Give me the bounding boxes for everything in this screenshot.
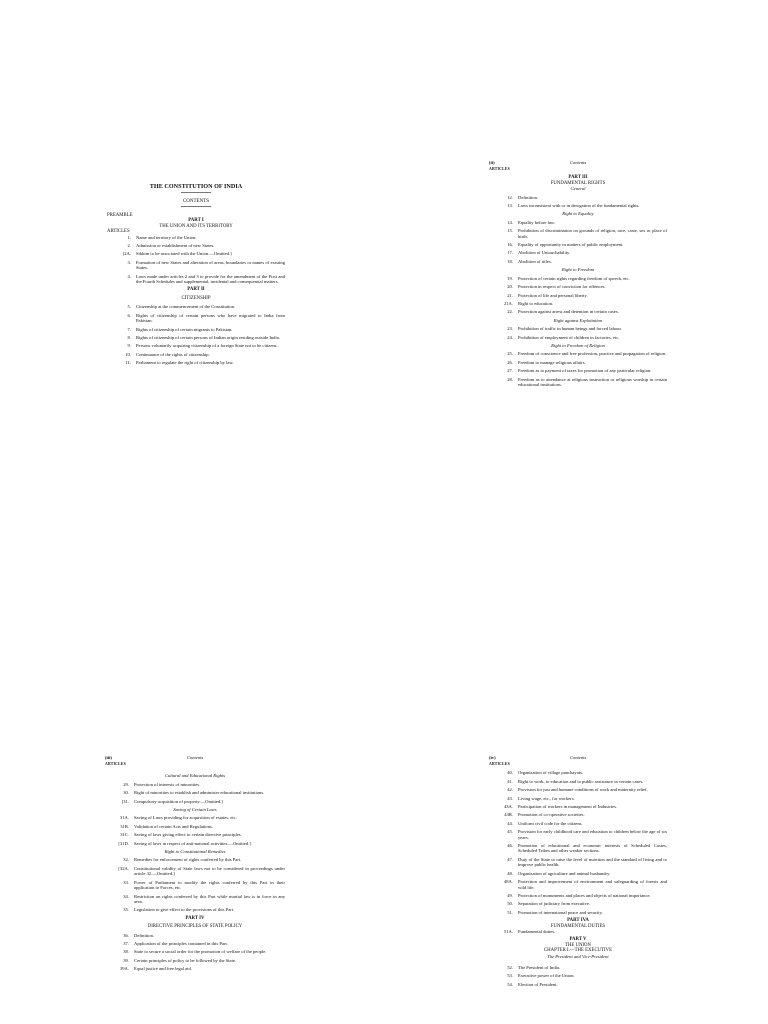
article-entry — [489, 929, 667, 934]
article-title: Protection in respect of conviction for offences. — [518, 284, 606, 290]
article-number: 15. — [507, 228, 513, 234]
article-number: 36. — [123, 932, 129, 938]
article-title: Freedom as to payment of taxes for promotion of any particular religion. — [518, 368, 652, 374]
article-number: 29. — [123, 781, 129, 787]
article-title: Application of the principles contained in this Part. — [134, 940, 228, 946]
article-number: 17. — [507, 250, 513, 256]
article-number: 42. — [507, 787, 513, 793]
article-number: 51A. — [503, 928, 513, 934]
article-entry — [489, 309, 667, 314]
article-list — [489, 965, 667, 990]
article-number: 18. — [507, 258, 513, 264]
article-title: Equality before law. — [518, 219, 556, 225]
article-title: Protection of monuments and places and objects of national importance. — [518, 892, 651, 898]
article-entry — [489, 326, 667, 331]
article-title: Prohibition of employment of children in factories, etc. — [518, 334, 620, 340]
article-number: 26. — [507, 359, 513, 365]
article-title: Participation of workers in management of Industries. — [518, 804, 618, 810]
article-title: Legislation to give effect to the provisions of this Part. — [134, 907, 235, 913]
article-entry — [489, 796, 667, 801]
contents-divider — [181, 206, 211, 207]
article-number: 44. — [507, 820, 513, 826]
article-entry — [105, 815, 285, 820]
article-number: 43. — [507, 795, 513, 801]
page-header — [489, 160, 667, 167]
article-entry — [489, 220, 667, 225]
article-number: 51. — [507, 909, 513, 915]
article-number: 13. — [507, 203, 513, 209]
article-entry — [105, 799, 285, 804]
part-title: FUNDAMENTAL RIGHTS — [550, 180, 606, 186]
article-title: Definition. — [518, 194, 539, 200]
article-entry — [489, 259, 667, 264]
article-entry — [107, 360, 285, 365]
article-entry — [489, 901, 667, 906]
article-title: Protection of certain rights regarding freedom of speech, etc. — [518, 275, 630, 281]
part-title: CITIZENSHIP — [181, 295, 211, 301]
article-title: Uniform civil code for the citizens. — [518, 820, 583, 826]
article-number: 53. — [507, 973, 513, 979]
article-entry — [105, 958, 285, 963]
article-title: Equality of opportunity in matters of public employment. — [518, 242, 624, 248]
article-entry — [105, 782, 285, 787]
article-entry — [489, 982, 667, 987]
article-title: Constitutional validity of State laws not to be considered in proceedings under article 32.—Omitted.] — [134, 865, 285, 877]
part-heading: PART IV — [185, 915, 205, 921]
section-subheading: Cultural and Educational Rights — [164, 773, 226, 779]
article-title: Rights of citizenship of certain persons of Indian origin residing outside India. — [136, 334, 280, 340]
article-title: Protection and improvement of environment and safeguarding of forests and wild life. — [518, 879, 667, 890]
article-entry — [489, 804, 667, 809]
article-number: 11. — [125, 360, 131, 366]
article-number: 3. — [127, 259, 131, 265]
preamble-label: PREAMBLE — [107, 213, 133, 218]
article-list — [105, 815, 285, 849]
article-number: 27. — [507, 368, 513, 374]
article-entry — [489, 965, 667, 970]
article-title: Organisation of village panchayats. — [518, 770, 583, 776]
article-title: Laws inconsistent with or in derogation of the fundamental rights. — [518, 203, 640, 209]
article-number: 7. — [127, 326, 131, 332]
article-title: Prohibition of discrimination on grounds of religion, race, caste, sex or place of birth. — [518, 228, 667, 239]
article-entry — [107, 343, 285, 348]
article-entry — [489, 284, 667, 289]
article-title: Protection of interests of minorities. — [134, 781, 201, 787]
article-title: Rights of citizenship of certain migrants to Pakistan. — [136, 326, 233, 332]
article-entry — [489, 276, 667, 281]
article-entry — [489, 203, 667, 208]
articles-label: ARTICLES — [489, 762, 510, 766]
article-title: Prohibition of traffic in human beings and forced labour. — [518, 326, 622, 332]
title-divider — [181, 192, 211, 193]
article-title: Promotion of co-operative societies. — [518, 812, 585, 818]
article-title: Provision for early childhood care and education to children below the age of six years. — [518, 829, 667, 840]
article-number: 14. — [507, 219, 513, 225]
article-title: Remedies for enforcement of rights conferred by this Part. — [134, 857, 242, 863]
article-number: 20. — [507, 284, 513, 290]
section-subheading: Right to Equality — [562, 211, 594, 217]
article-number: 9. — [127, 343, 131, 349]
article-number: 32. — [123, 857, 129, 863]
article-number: [32A. — [118, 865, 129, 871]
article-entry — [107, 274, 285, 285]
article-list — [489, 220, 667, 267]
article-title: Freedom as to attendance at religious instruction or religious worship in certain educational institutions. — [518, 376, 667, 387]
page-number: (ii) — [489, 160, 495, 165]
article-number: 41. — [507, 778, 513, 784]
article-number: 31B. — [120, 823, 129, 829]
article-list — [489, 195, 667, 212]
running-head: Contents — [186, 755, 204, 760]
article-number: 37. — [123, 940, 129, 946]
article-entry — [489, 293, 667, 298]
article-title: Duty of the State to raise the level of nutrition and the standard of living and to improve public health. — [518, 856, 667, 868]
article-number: 35. — [123, 907, 129, 913]
article-entry — [489, 360, 667, 365]
article-list — [105, 857, 285, 915]
article-entry — [107, 335, 285, 340]
article-title: Saving of laws in respect of anti-national activities.—Omitted.] — [134, 840, 251, 846]
article-number: 5. — [127, 304, 131, 310]
article-title: Abolition of titles. — [518, 258, 552, 264]
article-number: [31. — [121, 798, 129, 804]
article-title: Freedom to manage religious affairs. — [518, 359, 586, 365]
article-entry — [107, 313, 285, 324]
section-subheading: Right against Exploitation — [553, 317, 603, 323]
article-number: 23. — [507, 326, 513, 332]
chapter-title: CHAPTER I.—THE EXECUTIVE — [543, 948, 613, 954]
article-entry — [105, 824, 285, 829]
article-number: 16. — [507, 242, 513, 248]
article-title: The President of India. — [518, 964, 561, 970]
running-head: Contents — [569, 160, 587, 165]
article-number: 46. — [507, 843, 513, 849]
article-entry — [107, 235, 285, 240]
page-header — [489, 755, 667, 762]
article-entry — [107, 243, 285, 248]
article-entry — [105, 966, 285, 971]
article-list — [489, 929, 667, 937]
article-entry — [489, 228, 667, 239]
page-header — [105, 755, 285, 762]
article-entry — [105, 832, 285, 837]
article-number: 33. — [123, 879, 129, 885]
article-title: Organisation of agriculture and animal husbandry. — [518, 870, 611, 876]
article-number: 47. — [507, 856, 513, 862]
contents-page-1 — [107, 183, 285, 369]
article-entry — [105, 949, 285, 954]
section-subheading: Right to Freedom — [561, 267, 595, 273]
article-number: 43B. — [504, 812, 513, 818]
article-entry — [105, 941, 285, 946]
article-number: 19. — [507, 275, 513, 281]
article-title: Right to education. — [518, 300, 554, 306]
article-entry — [105, 907, 285, 912]
contents-heading: CONTENTS — [182, 199, 210, 204]
article-entry — [105, 841, 285, 846]
article-title: Admission or establishment of new States. — [136, 243, 215, 249]
article-entry — [489, 301, 667, 306]
article-number: 2. — [127, 243, 131, 249]
article-title: Compulsory acquisition of property.—Omitted.] — [134, 798, 223, 804]
article-number: 12. — [507, 194, 513, 200]
article-entry — [105, 933, 285, 938]
article-number: 54. — [507, 981, 513, 987]
article-entry — [489, 829, 667, 840]
article-title: Saving of Laws providing for acquisition of estates, etc. — [134, 815, 237, 821]
article-title: Promotion of educational and economic interests of Scheduled Castes, Scheduled Tribes and other weaker sections. — [518, 843, 667, 854]
article-title: Right of minorities to establish and administer educational institutions. — [134, 790, 265, 796]
part-heading: PART IVA — [567, 918, 589, 924]
article-number: 22. — [507, 309, 513, 315]
article-number: 34. — [123, 893, 129, 899]
article-list — [105, 782, 285, 807]
article-title: Executive power of the Union. — [518, 973, 575, 979]
article-number: 30. — [123, 790, 129, 796]
article-entry — [107, 352, 285, 357]
article-number: 6. — [127, 312, 131, 318]
article-title: Separation of judiciary from executive. — [518, 901, 591, 907]
article-title: Living wage, etc., for workers. — [518, 795, 575, 801]
article-entry — [489, 250, 667, 255]
article-entry — [489, 351, 667, 356]
article-title: Sikkim to be associated with the Union.—Omitted.] — [136, 251, 232, 257]
article-title: Freedom of conscience and free profession, practice and propagation of religion. — [518, 351, 667, 357]
article-title: Election of President. — [518, 981, 558, 987]
article-entry — [489, 910, 667, 915]
part-title: THE UNION — [565, 942, 591, 948]
article-title: Right to work, to education and to public assistance in certain cases. — [518, 778, 644, 784]
article-title: Validation of certain Acts and Regulations. — [134, 823, 213, 829]
article-list — [489, 326, 667, 343]
section-subheading: Saving of Certain Laws — [173, 807, 217, 813]
article-number: 49. — [507, 892, 513, 898]
article-number: 52. — [507, 964, 513, 970]
article-title: Certain principles of policy to be followed by the State. — [134, 957, 237, 963]
article-entry — [105, 790, 285, 795]
page-number: (iii) — [105, 755, 112, 760]
article-title: Power of Parliament to modify the rights conferred by this Part in their application to Forces, etc. — [134, 879, 285, 891]
article-title: Name and territory of the Union. — [136, 234, 197, 240]
article-title: Persons voluntarily acquiring citizenship of a foreign State not to be citizens. — [136, 343, 278, 349]
part-heading: PART V — [569, 937, 587, 943]
article-number: 45. — [507, 829, 513, 835]
article-title: Parliament to regulate the right of citizenship by law. — [136, 360, 234, 366]
article-title: Continuance of the rights of citizenship. — [136, 351, 210, 357]
article-number: 31C. — [120, 832, 129, 838]
article-entry — [489, 377, 667, 388]
article-title: Citizenship at the commencement of the Constitution. — [136, 304, 236, 310]
part-heading: PART III — [568, 175, 588, 181]
article-list — [107, 235, 285, 288]
article-entry — [105, 894, 285, 905]
article-entry — [489, 871, 667, 876]
article-entry — [489, 242, 667, 247]
article-entry — [489, 787, 667, 792]
contents-page-4 — [489, 755, 667, 990]
article-title: Protection of life and personal liberty. — [518, 292, 588, 298]
document-title: THE CONSTITUTION OF INDIA — [149, 183, 243, 190]
article-title: State to secure a social order for the promotion of welfare of the people. — [134, 949, 267, 955]
article-title: Abolition of Untouchability. — [518, 250, 571, 256]
article-number: 21A. — [503, 300, 513, 306]
article-entry — [489, 879, 667, 890]
article-list — [489, 351, 667, 390]
article-number: 48A. — [503, 879, 513, 885]
part-heading: PART II — [187, 287, 205, 293]
article-list — [105, 933, 285, 975]
contents-page-3 — [105, 755, 285, 975]
part-title: THE UNION AND ITS TERRITORY — [159, 223, 233, 229]
article-entry — [489, 821, 667, 826]
article-number: 10. — [125, 351, 131, 357]
article-entry — [489, 857, 667, 868]
article-list — [107, 304, 285, 368]
article-number: 1. — [127, 234, 131, 240]
article-number: 8. — [127, 334, 131, 340]
contents-page-2 — [489, 160, 667, 390]
article-entry — [489, 335, 667, 340]
article-title: Provision for just and humane conditions of work and maternity relief. — [518, 787, 648, 793]
article-number: 48. — [507, 870, 513, 876]
article-number: 24. — [507, 334, 513, 340]
part-title: DIRECTIVE PRINCIPLES OF STATE POLICY — [147, 924, 243, 930]
article-entry — [489, 893, 667, 898]
article-entry — [489, 779, 667, 784]
article-number: 4. — [127, 273, 131, 279]
article-number: 21. — [507, 292, 513, 298]
article-title: Saving of laws giving effect to certain directive principles. — [134, 832, 242, 838]
section-subheading: Right to Constitutional Remedies — [164, 849, 226, 855]
article-entry — [107, 327, 285, 332]
article-entry — [489, 843, 667, 854]
article-entry — [489, 812, 667, 817]
part-title: FUNDAMENTAL DUTIES — [550, 923, 606, 929]
article-number: 25. — [507, 351, 513, 357]
section-subheading: General — [570, 186, 586, 192]
article-entry — [489, 770, 667, 775]
part-heading: PART I — [188, 218, 204, 224]
page-number: (iv) — [489, 755, 496, 760]
article-number: [31D. — [118, 840, 129, 846]
article-title: Definition. — [134, 932, 155, 938]
articles-label: ARTICLES — [489, 167, 510, 171]
article-title: Formation of new States and alteration of areas, boundaries or names of existing States. — [136, 259, 285, 271]
article-entry — [105, 857, 285, 862]
articles-label: ARTICLES — [105, 762, 126, 766]
article-number: 43A. — [503, 804, 513, 810]
article-number: 28. — [507, 376, 513, 382]
article-entry — [489, 973, 667, 978]
article-number: 39A. — [119, 966, 129, 972]
article-title: Protection against arrest and detention in certain cases. — [518, 309, 619, 315]
article-entry — [107, 260, 285, 271]
article-number: 39. — [123, 957, 129, 963]
article-entry — [107, 251, 285, 256]
article-number: 50. — [507, 901, 513, 907]
article-title: Equal justice and free legal aid. — [134, 966, 192, 972]
article-title: Fundamental duties. — [518, 928, 556, 934]
running-head: Contents — [569, 755, 587, 760]
article-entry — [105, 880, 285, 891]
article-list — [489, 276, 667, 318]
article-list — [489, 770, 667, 918]
article-entry — [107, 304, 285, 309]
article-title: Promotion of international peace and security. — [518, 909, 603, 915]
article-entry — [489, 195, 667, 200]
article-number: [2A. — [122, 251, 131, 257]
article-title: Restriction on rights conferred by this Part while martial law is in force in any area. — [134, 893, 285, 904]
article-number: 31A. — [119, 815, 129, 821]
article-entry — [489, 368, 667, 373]
articles-label: ARTICLES — [107, 229, 130, 235]
article-entry — [105, 866, 285, 877]
article-title: Rights of citizenship of certain persons who have migrated to India from Pakistan. — [136, 312, 285, 324]
section-subheading: Right to Freedom of Religion — [551, 342, 605, 348]
article-number: 38. — [123, 949, 129, 955]
section-subheading: The President and Vice-President — [547, 953, 609, 959]
article-title: Laws made under articles 2 and 3 to provide for the amendment of the First and the Fourth Schedules and supplemental, incidental and consequential matters. — [136, 273, 285, 285]
article-number: 40. — [507, 770, 513, 776]
